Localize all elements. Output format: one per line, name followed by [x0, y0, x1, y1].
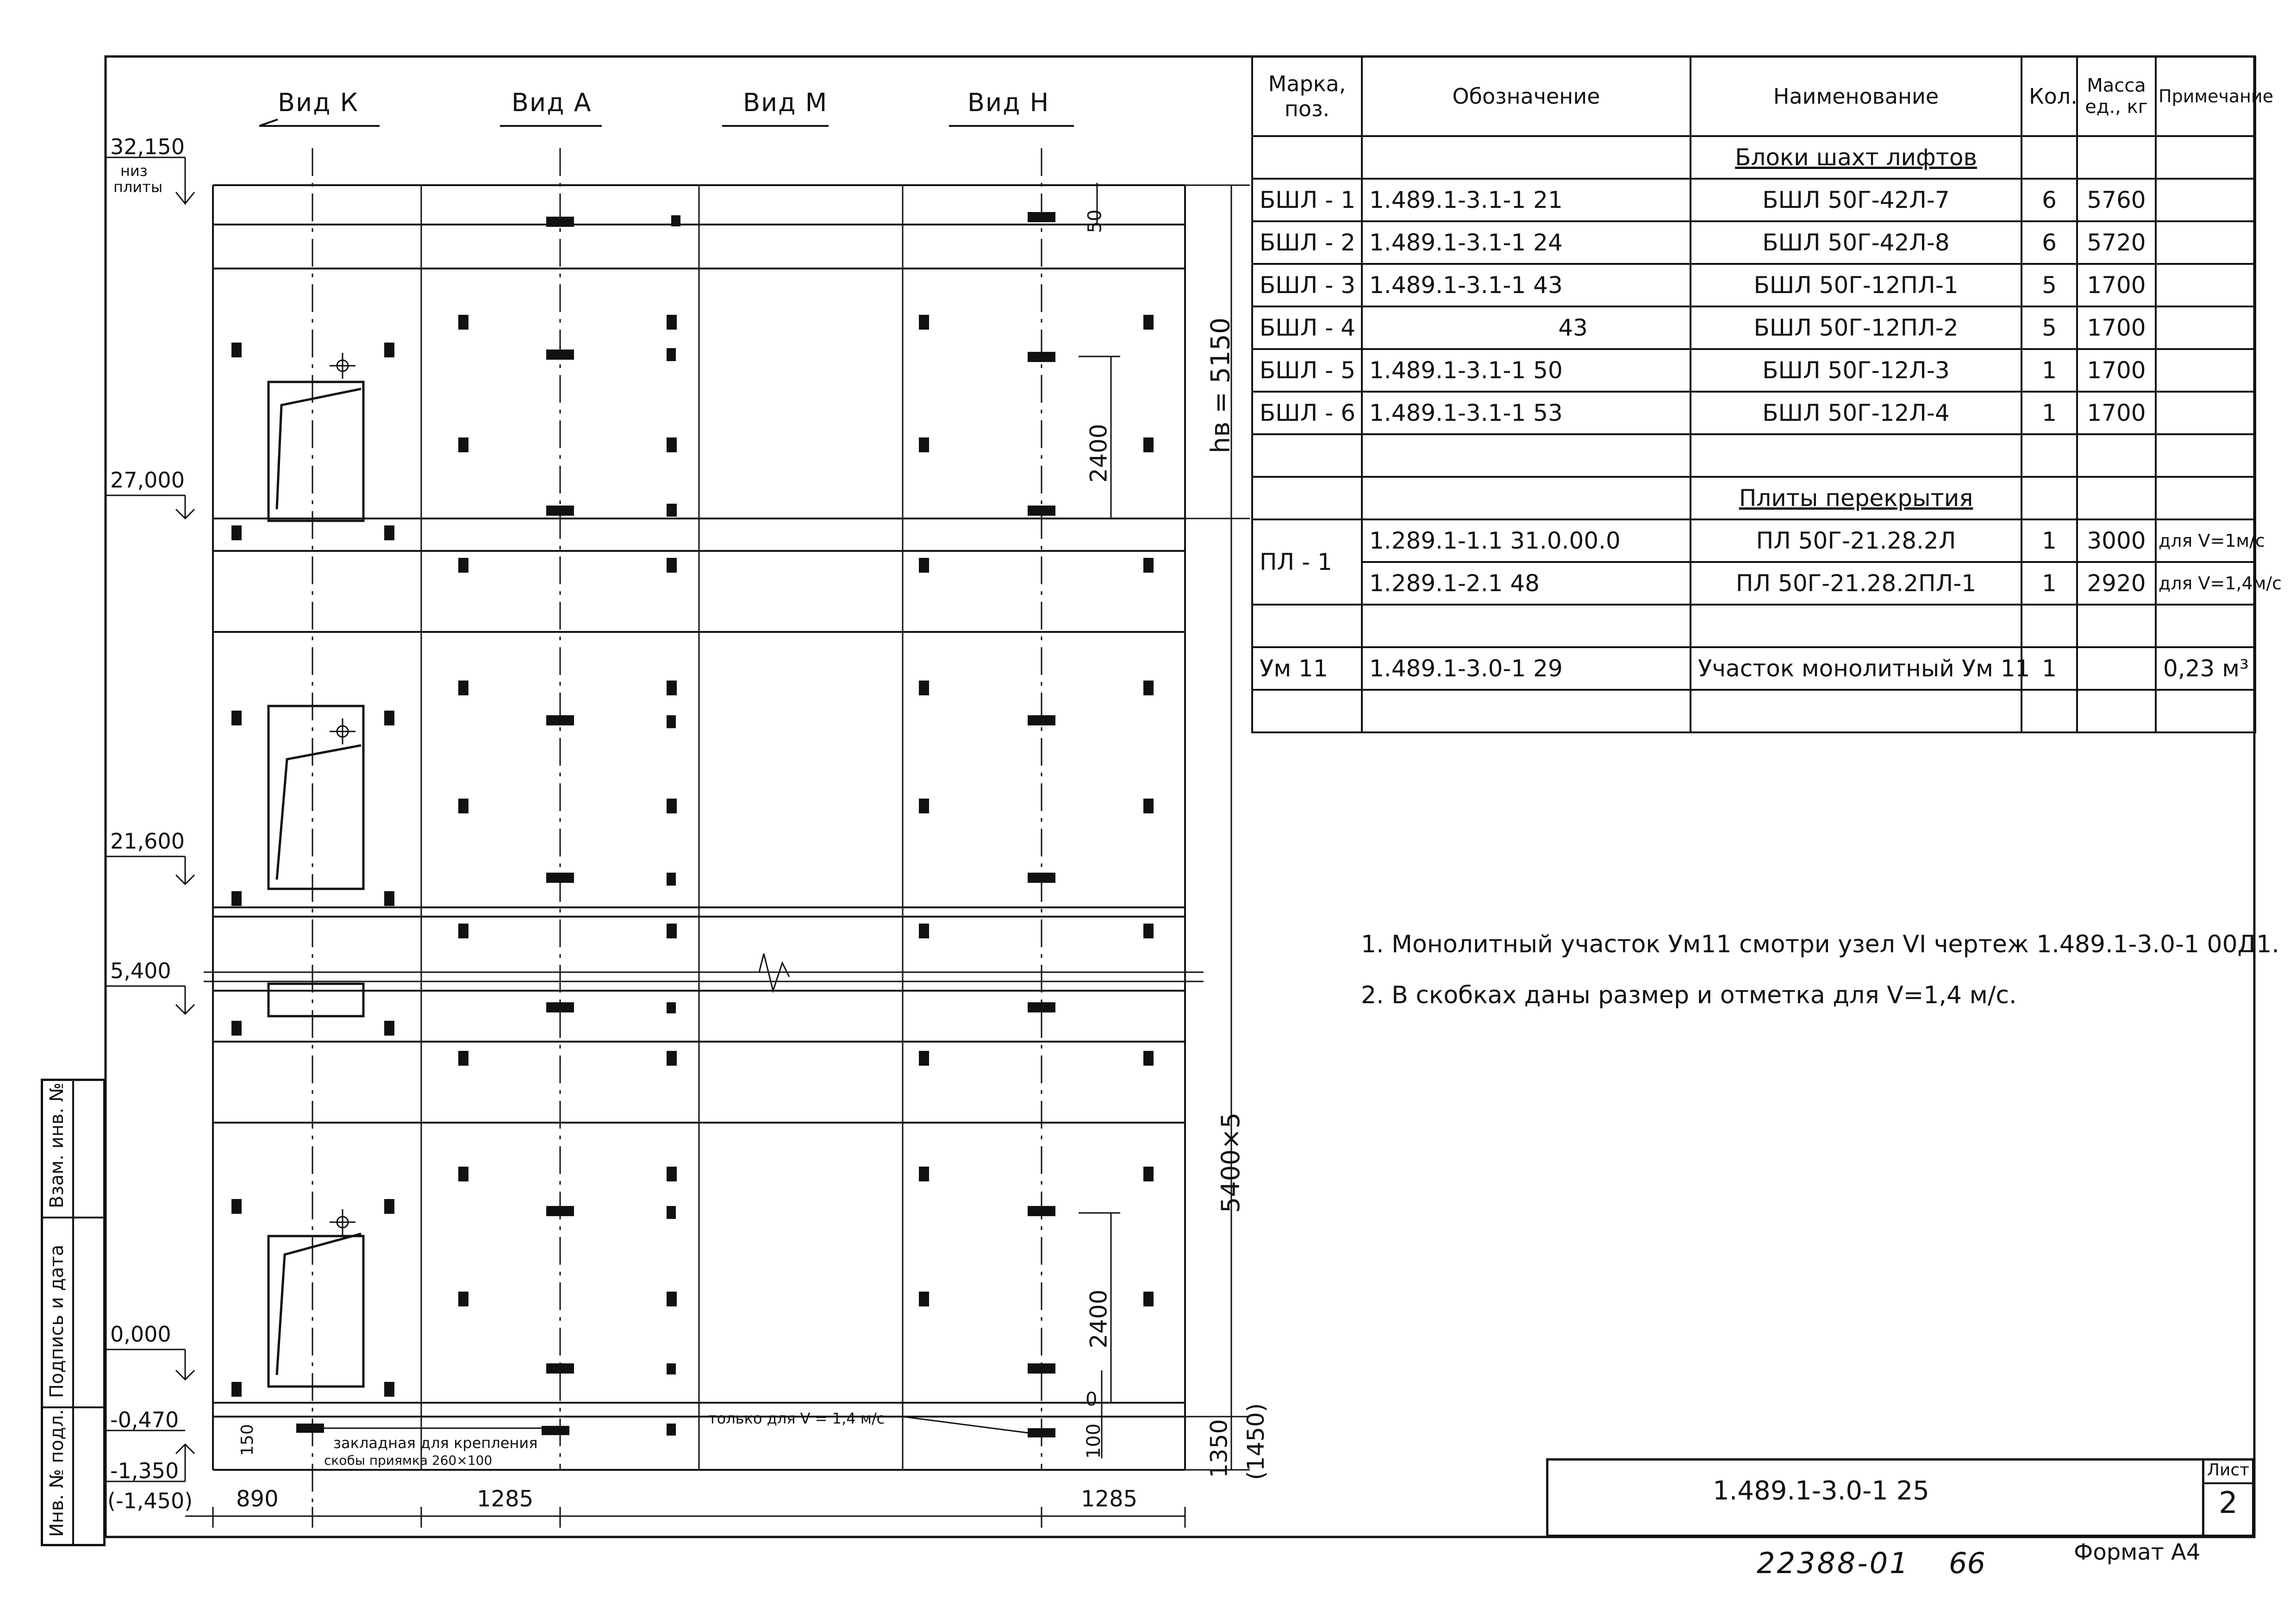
cell-note [2156, 392, 2255, 434]
cell-mass: 2920 [2077, 562, 2156, 605]
header-mass: Масса ед., кг [2077, 56, 2156, 136]
embedded-part-note-2: скобы приямка 260×100 [324, 1453, 493, 1468]
note-2: 2. В скобках даны размер и отметка для V=1,4 м/с. [1361, 981, 2017, 1009]
cell-qty: 5 [2021, 306, 2077, 349]
table-row [1252, 349, 2255, 392]
cell-name: ПЛ 50Г-21.28.2ПЛ-1 [1691, 562, 2021, 605]
sheet-label: Лист [2204, 1458, 2252, 1484]
elevation-21600: 21,600 [110, 829, 185, 854]
table-row [1252, 647, 2255, 690]
cell-designation: 1.489.1-3.1-1 43 [1362, 264, 1691, 306]
cell-name: БШЛ 50Г-12Л-4 [1691, 392, 2021, 434]
cell-note: для V=1м/с [2156, 519, 2255, 562]
table-row-empty [1252, 434, 2255, 477]
elevation-32150: 32,150 [110, 134, 185, 159]
view-n-label: Вид Н [967, 88, 1050, 117]
elevation-minus-1350: -1,350 [110, 1458, 179, 1483]
cell-mass: 5720 [2077, 221, 2156, 264]
cell-note [2156, 306, 2255, 349]
table-row [1252, 264, 2255, 306]
cell-mass: 1700 [2077, 349, 2156, 392]
cell-name: БШЛ 50Г-12ПЛ-1 [1691, 264, 2021, 306]
cell-qty: 1 [2021, 392, 2077, 434]
cell-designation: 43 [1362, 306, 1691, 349]
dim-150: 150 [237, 1424, 257, 1456]
dim-top-small: 50 [1084, 209, 1106, 233]
cell-mass: 1700 [2077, 264, 2156, 306]
specification-table [1251, 56, 2282, 733]
table-row [1252, 562, 2255, 605]
dim-1285-left: 1285 [477, 1486, 534, 1512]
cell-mark: БШЛ - 6 [1252, 392, 1362, 434]
dim-1350: 1350 [1205, 1419, 1233, 1478]
cell-note: для V=1,4м/с [2156, 562, 2255, 605]
archive-page: 66 [1949, 1546, 1985, 1580]
dim-shaft-height: hв = 5150 [1205, 317, 1236, 454]
margin-inv-orig: Инв. № подл. [46, 1409, 68, 1537]
cell-mark: Ум 11 [1252, 647, 1362, 690]
table-row-empty [1252, 605, 2255, 647]
embedded-plates [231, 209, 1154, 1437]
elevation-minus-1450: (-1,450) [107, 1488, 193, 1513]
cell-qty: 1 [2021, 349, 2077, 392]
cell-note [2156, 179, 2255, 221]
table-section-row [1252, 136, 2255, 179]
cell-qty: 5 [2021, 264, 2077, 306]
cell-qty: 6 [2021, 179, 2077, 221]
dim-2400-bottom: 2400 [1085, 1289, 1112, 1349]
dim-1285-right: 1285 [1081, 1486, 1138, 1512]
elevation-5400: 5,400 [110, 958, 171, 983]
embedded-part-note-1: закладная для крепления [333, 1434, 538, 1452]
table-row [1252, 519, 2255, 562]
cell-note [2156, 221, 2255, 264]
note-1: 1. Монолитный участок Ум11 смотри узел VI чертеж 1.489.1-3.0-1 00Д1. [1361, 931, 2279, 958]
table-row [1252, 179, 2255, 221]
cell-designation: 1.489.1-3.0-1 29 [1362, 647, 1691, 690]
dim-100: 100 [1083, 1423, 1105, 1459]
cell-name: Участок монолитный Ум 11 [1691, 647, 2021, 690]
cell-name: БШЛ 50Г-42Л-7 [1691, 179, 2021, 221]
cell-mass [2077, 647, 2156, 690]
cell-mass: 1700 [2077, 392, 2156, 434]
dim-890: 890 [236, 1486, 279, 1512]
cell-qty: 1 [2021, 647, 2077, 690]
format-label: Формат А4 [2074, 1539, 2201, 1565]
cell-name: ПЛ 50Г-21.28.2Л [1691, 519, 2021, 562]
dim-2400-top: 2400 [1085, 424, 1112, 483]
elevation-27000: 27,000 [110, 468, 185, 493]
header-qty: Кол. [2021, 56, 2077, 136]
dim-0: 0 [1086, 1389, 1098, 1410]
header-designation: Обозначение [1362, 56, 1691, 136]
cell-mark: ПЛ - 1 [1252, 519, 1362, 605]
table-row [1252, 392, 2255, 434]
table-header-row [1252, 56, 2255, 136]
section-slabs: Плиты перекрытия [1691, 477, 2021, 519]
cell-name: БШЛ 50Г-12Л-3 [1691, 349, 2021, 392]
only-for-v-note: только для V = 1,4 м/с [708, 1410, 885, 1427]
margin-replace-inv: Взам. инв. № [46, 1082, 68, 1208]
archive-number: 22388-01 [1757, 1546, 1910, 1580]
cell-mark: БШЛ - 2 [1252, 221, 1362, 264]
header-mark: Марка, поз. [1252, 56, 1362, 136]
elevation-0000: 0,000 [110, 1322, 171, 1347]
margin-sign-date: Подпись и дата [46, 1244, 68, 1398]
cell-qty: 6 [2021, 221, 2077, 264]
view-a-label: Вид А [512, 88, 592, 117]
cell-designation: 1.489.1-3.1-1 24 [1362, 221, 1691, 264]
cell-designation: 1.489.1-3.1-1 21 [1362, 179, 1691, 221]
cell-designation: 1.289.1-1.1 31.0.00.0 [1362, 519, 1691, 562]
cell-mass: 1700 [2077, 306, 2156, 349]
cell-designation: 1.489.1-3.1-1 50 [1362, 349, 1691, 392]
cell-mark: БШЛ - 3 [1252, 264, 1362, 306]
cell-qty: 1 [2021, 562, 2077, 605]
elevation-minus-0470: -0,470 [110, 1407, 179, 1432]
cell-mark: БШЛ - 4 [1252, 306, 1362, 349]
dim-1450: (1450) [1242, 1403, 1270, 1480]
cell-note: 0,23 м³ [2156, 647, 2255, 690]
dim-5400x5: 5400×5 [1216, 1112, 1246, 1213]
table-section-row [1252, 477, 2255, 519]
cell-name: БШЛ 50Г-42Л-8 [1691, 221, 2021, 264]
view-k-label: Вид К [278, 88, 359, 117]
table-row-empty [1252, 690, 2255, 732]
cell-designation: 1.289.1-2.1 48 [1362, 562, 1691, 605]
table-row [1252, 306, 2255, 349]
document-code: 1.489.1-3.0-1 25 [1713, 1476, 1929, 1506]
header-note: Примечание [2156, 56, 2255, 136]
cell-note [2156, 264, 2255, 306]
cell-mark: БШЛ - 5 [1252, 349, 1362, 392]
cell-note [2156, 349, 2255, 392]
elevation-note-2: плиты [113, 178, 163, 196]
header-name: Наименование [1691, 56, 2021, 136]
cell-designation: 1.489.1-3.1-1 53 [1362, 392, 1691, 434]
view-m-label: Вид М [743, 88, 828, 117]
cell-mark: БШЛ - 1 [1252, 179, 1362, 221]
sheet-number: 2 [2219, 1486, 2238, 1520]
table-row [1252, 221, 2255, 264]
elevation-note-1: низ [120, 162, 148, 180]
cell-mass: 3000 [2077, 519, 2156, 562]
cell-name: БШЛ 50Г-12ПЛ-2 [1691, 306, 2021, 349]
section-blocks: Блоки шахт лифтов [1691, 136, 2021, 179]
cell-qty: 1 [2021, 519, 2077, 562]
cell-mass: 5760 [2077, 179, 2156, 221]
